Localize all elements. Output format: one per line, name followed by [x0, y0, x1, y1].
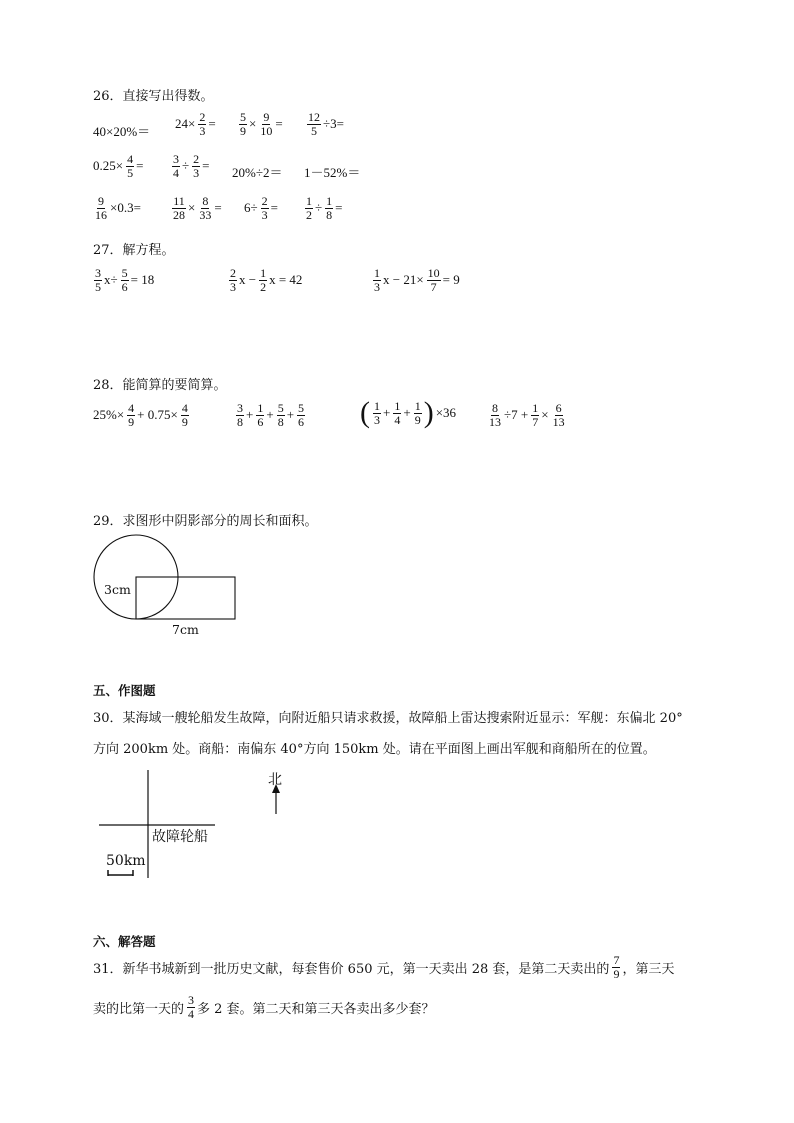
- q26-r1-d: $\frac{12}{5}$ ÷3=: [308, 110, 344, 138]
- ship-label: 故障轮船: [152, 829, 208, 845]
- q26-r1-b: 24× $\frac{2}{3}$ =: [175, 110, 216, 138]
- q29-figure: [90, 532, 250, 628]
- section-6-title: 六、解答题: [93, 934, 156, 949]
- q31-line1: 31．新华书城新到一批历史文献，每套售价 650 元，第一天卖出 28 套，是第二天卖出的 $\frac{7}{9}$ ，第三天: [93, 953, 675, 981]
- q26-r3-a: $\frac{9}{16}$ ×0.3=: [95, 194, 141, 222]
- q28-title: 28．能简算的要简算。: [93, 378, 227, 393]
- q26-r2-c: 20%÷2＝: [232, 165, 283, 180]
- q26-r1-a: 40×20%＝: [93, 124, 151, 139]
- q29-title: 29．求图形中阴影部分的周长和面积。: [93, 514, 318, 529]
- label-length: 7cm: [172, 622, 199, 637]
- q28-expr1: 25%× $\frac{4}{9}$ + 0.75× $\frac{4}{9}$: [93, 401, 188, 429]
- q26-r2-d: 1－52%＝: [304, 165, 361, 180]
- q27-eq1: $\frac{3}{5}$ x÷ $\frac{5}{6}$ = 18: [95, 266, 155, 294]
- section-5-title: 五、作图题: [93, 683, 156, 698]
- north-label: 北: [268, 772, 282, 788]
- q26-r3-b: $\frac{11}{28}$ × $\frac{8}{33}$ =: [173, 194, 222, 222]
- q28-expr3: ( $\frac{1}{3}$ + $\frac{1}{4}$ + $\frac{1}{9}$ ) ×36: [360, 396, 457, 429]
- q28-expr4: $\frac{8}{13}$ ÷7 + $\frac{1}{7}$ × $\frac{6}{13}$: [489, 401, 565, 429]
- q26-r1-c: $\frac{5}{9}$ × $\frac{9}{10}$ =: [240, 110, 283, 138]
- q30-line2: 方向 200km 处。商船：南偏东 40°方向 150km 处。请在平面图上画出军舰和商船所在的位置。: [93, 742, 656, 757]
- q26-r3-c: 6÷ $\frac{2}{3}$ =: [244, 194, 278, 222]
- scale-label: 50km: [106, 853, 146, 869]
- q27-eq3: $\frac{1}{3}$ x − 21× $\frac{10}{7}$ = 9: [374, 266, 460, 294]
- q26-r2-a: 0.25× $\frac{4}{5}$ =: [93, 152, 144, 180]
- q27-title: 27．解方程。: [93, 243, 175, 258]
- q30-line1: 30．某海域一艘轮船发生故障，向附近船只请求救援，故障船上雷达搜索附近显示：军舰：东偏北 20°: [93, 711, 683, 726]
- q26-r3-d: $\frac{1}{2}$ ÷ $\frac{1}{8}$ =: [306, 194, 343, 222]
- q26-title: 26．直接写出得数。: [93, 89, 214, 104]
- q27-eq2: $\frac{2}{3}$ x − $\frac{1}{2}$ x = 42: [230, 266, 303, 294]
- figure-rectangle: [136, 577, 235, 619]
- q31-line2: 卖的比第一天的 $\frac{3}{4}$ 多 2 套。第二天和第三天各卖出多少套？: [93, 993, 435, 1021]
- label-radius: 3cm: [104, 582, 131, 597]
- q28-expr2: $\frac{3}{8}$ + $\frac{1}{6}$ + $\frac{5}{8}$ + $\frac{5}{6}$: [237, 401, 305, 429]
- q26-r2-b: $\frac{3}{4}$ ÷ $\frac{2}{3}$ =: [173, 152, 210, 180]
